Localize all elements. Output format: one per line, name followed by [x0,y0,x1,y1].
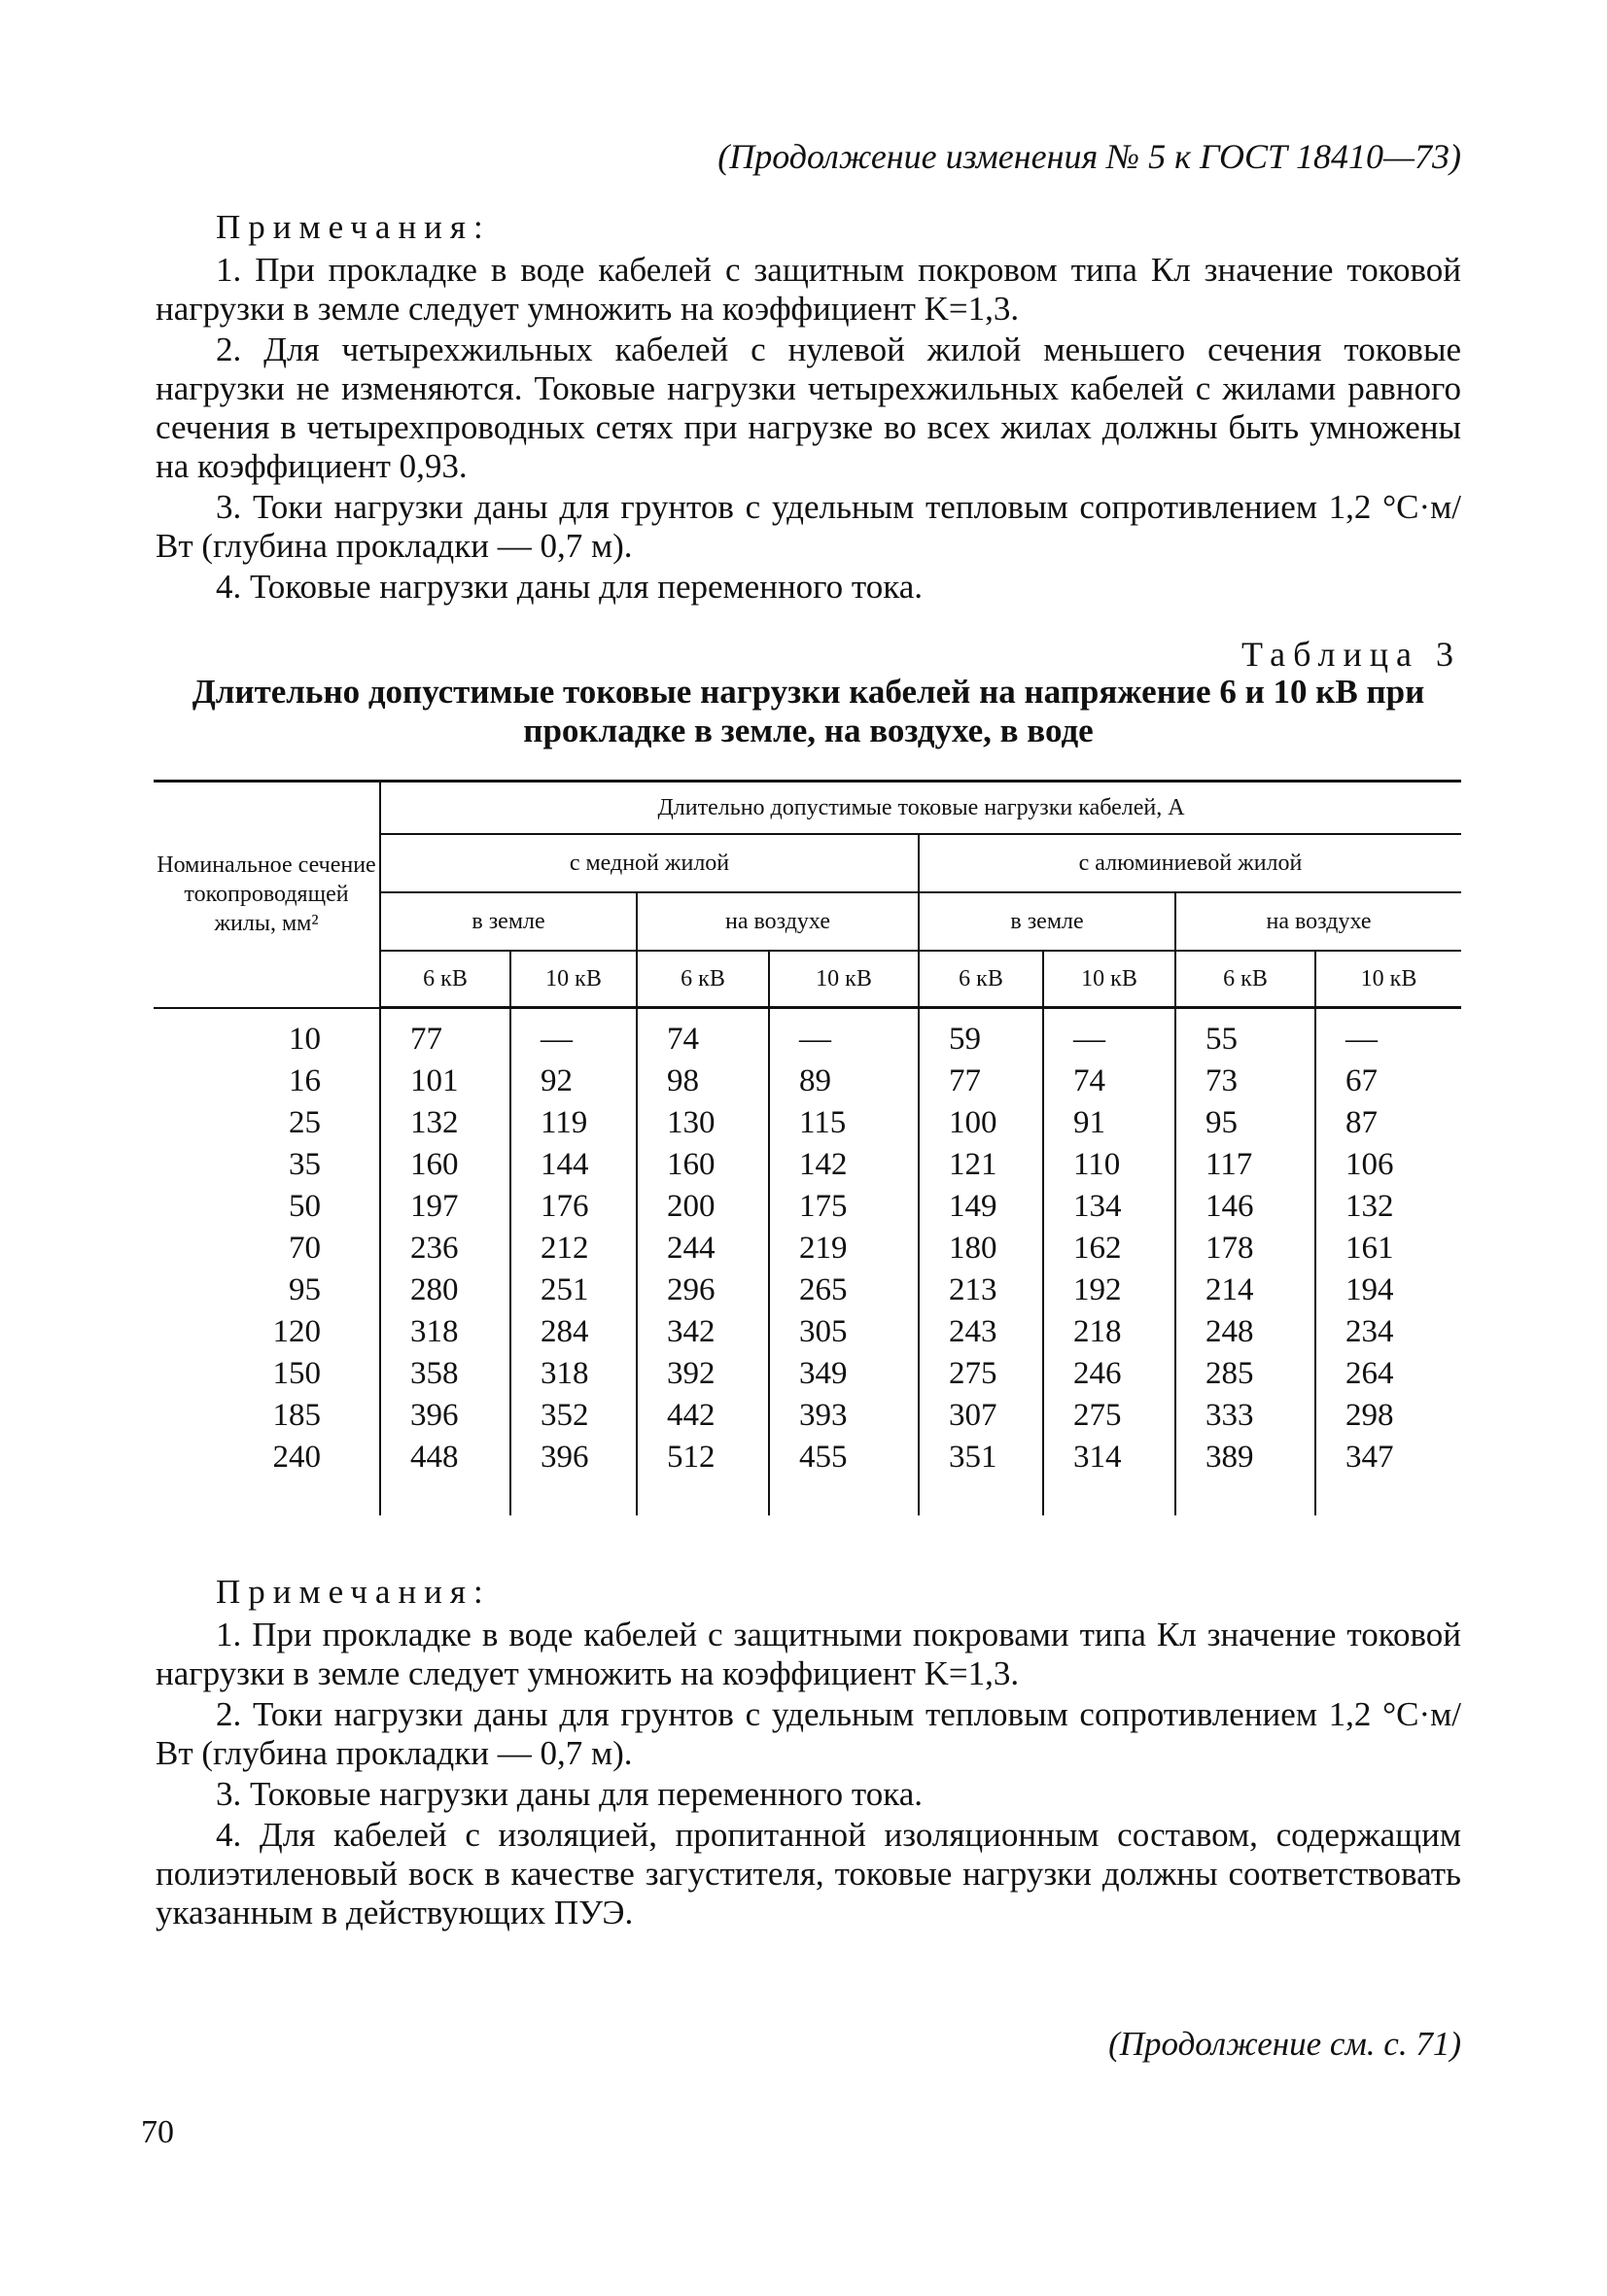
value-cell: — [1043,1008,1175,1061]
value-cell: 248 [1175,1311,1315,1353]
section-cell: 50 [289,1189,321,1224]
spacer-cell [1043,1478,1175,1515]
value-cell: — [510,1008,637,1061]
value-cell: 280 [380,1270,510,1311]
section-cell: 16 [289,1063,321,1098]
value-cell: 347 [1315,1437,1461,1478]
value-cell: 132 [1315,1186,1461,1228]
section-cell: 70 [289,1231,321,1266]
value-cell: 146 [1175,1186,1315,1228]
value-cell: 251 [510,1270,637,1311]
value-cell: 115 [769,1102,919,1144]
value-cell: 305 [769,1311,919,1353]
page-header: (Продолжение изменения № 5 к ГОСТ 18410—73) [717,137,1461,176]
value-cell: 197 [380,1186,510,1228]
subgroup-header: в земле [919,892,1175,951]
section-cell: 95 [289,1272,321,1307]
table-row [154,1353,1461,1395]
notes-bottom-title: Примечания: [216,1573,491,1611]
value-cell: 296 [637,1270,769,1311]
note-top-2: 2. Для четырехжильных кабелей с нулевой жилой меньшего сечения токовые нагрузки не изменяются. Токовые нагрузки четырехжильных кабелей с жилами равного сечения в четырехпроводных сетях при нагрузке во всех жилах должны быть умножены на коэффициент 0,93. [156,330,1461,485]
value-cell: 132 [380,1102,510,1144]
value-cell: 389 [1175,1437,1315,1478]
voltage-header: 10 кВ [769,951,919,1008]
subgroup-header: на воздухе [637,892,919,951]
value-cell: 142 [769,1144,919,1186]
value-cell: 77 [919,1061,1043,1102]
value-cell: 74 [637,1008,769,1061]
value-cell: 246 [1043,1353,1175,1395]
group-header-aluminum: с алюминиевой жилой [919,834,1461,892]
value-cell: 455 [769,1437,919,1478]
section-cell: 185 [272,1398,321,1433]
value-cell: 442 [637,1395,769,1437]
voltage-header: 10 кВ [1315,951,1461,1008]
table-row [154,1395,1461,1437]
table-row [154,1008,1461,1061]
value-cell: 244 [637,1228,769,1270]
note-top-4: 4. Токовые нагрузки даны для переменного тока. [216,568,924,606]
value-cell: 200 [637,1186,769,1228]
spacer-cell [154,1478,380,1515]
value-cell: 130 [637,1102,769,1144]
voltage-header: 6 кВ [637,951,769,1008]
value-cell: 100 [919,1102,1043,1144]
value-cell: 106 [1315,1144,1461,1186]
page-number: 70 [141,2114,174,2150]
value-cell: — [1315,1008,1461,1061]
value-cell: 67 [1315,1061,1461,1102]
value-cell: 95 [1175,1102,1315,1144]
value-cell: 358 [380,1353,510,1395]
value-cell: 134 [1043,1186,1175,1228]
main-header: Длительно допустимые токовые нагрузки кабелей, А [380,782,1461,835]
notes-top-title: Примечания: [216,208,491,246]
value-cell: 264 [1315,1353,1461,1395]
group-header-copper: с медной жилой [380,834,919,892]
value-cell: 149 [919,1186,1043,1228]
spacer-cell [919,1478,1043,1515]
voltage-header: 10 кВ [510,951,637,1008]
value-cell: 318 [380,1311,510,1353]
value-cell: 213 [919,1270,1043,1311]
stub-header: Номинальное сечение токопроводящей жилы, мм² [154,782,380,1008]
value-cell: 160 [637,1144,769,1186]
value-cell: — [769,1008,919,1061]
spacer-cell [510,1478,637,1515]
table-row [154,1270,1461,1311]
spacer-cell [637,1478,769,1515]
value-cell: 392 [637,1353,769,1395]
notes-top [156,208,1461,609]
value-cell: 180 [919,1228,1043,1270]
spacer-cell [1175,1478,1315,1515]
value-cell: 91 [1043,1102,1175,1144]
value-cell: 178 [1175,1228,1315,1270]
value-cell: 89 [769,1061,919,1102]
spacer-cell [380,1478,510,1515]
note-bottom-2: 2. Токи нагрузки даны для грунтов с удельным тепловым сопротивлением 1,2 °С·м/Вт (глубина прокладки — 0,7 м). [156,1695,1461,1772]
value-cell: 175 [769,1186,919,1228]
value-cell: 144 [510,1144,637,1186]
value-cell: 161 [1315,1228,1461,1270]
section-cell: 120 [272,1314,321,1349]
value-cell: 219 [769,1228,919,1270]
data-table [154,780,1461,1515]
value-cell: 236 [380,1228,510,1270]
value-cell: 212 [510,1228,637,1270]
value-cell: 162 [1043,1228,1175,1270]
value-cell: 298 [1315,1395,1461,1437]
value-cell: 194 [1315,1270,1461,1311]
section-cell: 240 [272,1440,321,1475]
value-cell: 243 [919,1311,1043,1353]
value-cell: 110 [1043,1144,1175,1186]
value-cell: 284 [510,1311,637,1353]
section-cell: 35 [289,1147,321,1182]
voltage-header: 10 кВ [1043,951,1175,1008]
value-cell: 396 [380,1395,510,1437]
current-load-table [154,780,1461,1515]
value-cell: 218 [1043,1311,1175,1353]
subgroup-header: на воздухе [1175,892,1461,951]
value-cell: 101 [380,1061,510,1102]
table-title: Длительно допустимые токовые нагрузки кабелей на напряжение 6 и 10 кВ при прокладке в земле, на воздухе, в воде [192,673,1425,749]
table-row [154,1102,1461,1144]
table-label: Таблица 3 [1241,635,1461,674]
table-row [154,1311,1461,1353]
continuation-note: (Продолжение см. с. 71) [1108,2025,1461,2063]
note-bottom-3: 3. Токовые нагрузки даны для переменного тока. [216,1775,924,1813]
table-row [154,1186,1461,1228]
note-top-1: 1. При прокладке в воде кабелей с защитным покровом типа Кл значение токовой нагрузки в земле следует умножить на коэффициент K=1,3. [156,251,1461,328]
value-cell: 87 [1315,1102,1461,1144]
table-header [154,782,1461,1008]
subgroup-header: в земле [380,892,637,951]
value-cell: 160 [380,1144,510,1186]
value-cell: 74 [1043,1061,1175,1102]
value-cell: 192 [1043,1270,1175,1311]
value-cell: 98 [637,1061,769,1102]
note-bottom-4: 4. Для кабелей с изоляцией, пропитанной изоляционным составом, содержащим полиэтиленовый воск в качестве загустителя, токовые нагрузки должны соответствовать указанным в действующих ПУЭ. [156,1816,1461,1931]
section-cell: 25 [289,1105,321,1140]
value-cell: 214 [1175,1270,1315,1311]
value-cell: 333 [1175,1395,1315,1437]
voltage-header: 6 кВ [380,951,510,1008]
spacer-cell [1315,1478,1461,1515]
value-cell: 349 [769,1353,919,1395]
table-row [154,1437,1461,1478]
value-cell: 307 [919,1395,1043,1437]
value-cell: 351 [919,1437,1043,1478]
value-cell: 77 [380,1008,510,1061]
voltage-header: 6 кВ [919,951,1043,1008]
value-cell: 234 [1315,1311,1461,1353]
value-cell: 59 [919,1008,1043,1061]
notes-bottom [156,1573,1461,1934]
value-cell: 396 [510,1437,637,1478]
table-row [154,1061,1461,1102]
table-body [154,1008,1461,1516]
value-cell: 448 [380,1437,510,1478]
value-cell: 265 [769,1270,919,1311]
table-spacer-row [154,1478,1461,1515]
table-row [154,1144,1461,1186]
value-cell: 55 [1175,1008,1315,1061]
value-cell: 393 [769,1395,919,1437]
voltage-header: 6 кВ [1175,951,1315,1008]
value-cell: 176 [510,1186,637,1228]
value-cell: 73 [1175,1061,1315,1102]
note-bottom-1: 1. При прокладке в воде кабелей с защитными покровами типа Кл значение токовой нагрузки в земле следует умножить на коэффициент K=1,3. [156,1616,1461,1692]
value-cell: 512 [637,1437,769,1478]
section-cell: 150 [272,1356,321,1391]
section-cell: 10 [289,1021,321,1057]
value-cell: 314 [1043,1437,1175,1478]
value-cell: 119 [510,1102,637,1144]
value-cell: 285 [1175,1353,1315,1395]
note-top-3: 3. Токи нагрузки даны для грунтов с удельным тепловым сопротивлением 1,2 °С·м/Вт (глубина прокладки — 0,7 м). [156,488,1461,565]
value-cell: 352 [510,1395,637,1437]
value-cell: 318 [510,1353,637,1395]
spacer-cell [769,1478,919,1515]
value-cell: 275 [919,1353,1043,1395]
value-cell: 275 [1043,1395,1175,1437]
value-cell: 92 [510,1061,637,1102]
value-cell: 121 [919,1144,1043,1186]
value-cell: 342 [637,1311,769,1353]
table-row [154,1228,1461,1270]
value-cell: 117 [1175,1144,1315,1186]
